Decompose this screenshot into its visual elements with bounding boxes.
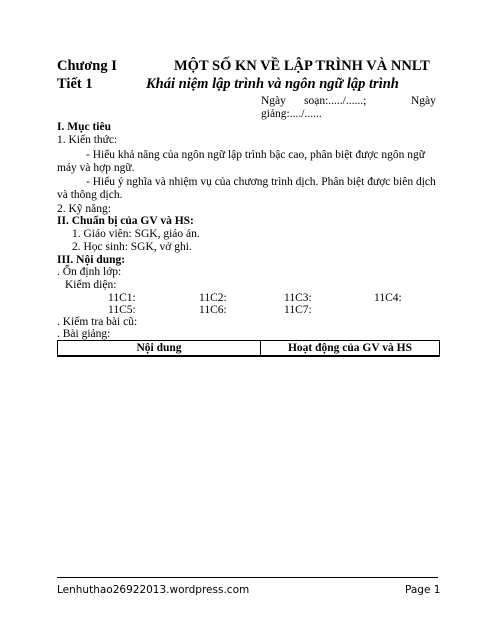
footer-page-number: Page 1 [405, 584, 441, 596]
knowledge-label: 1. Kiến thức: [57, 134, 118, 146]
section-content-heading: III. Nội dung: [57, 254, 126, 266]
class-11c7: 11C7: [284, 304, 312, 316]
stabilize-class-label: . Ổn định lớp: [57, 266, 122, 278]
table-header-content: Nội dung [58, 341, 261, 355]
lesson-label: Tiết 1 [57, 76, 93, 92]
skills-label: 2. Kỹ năng: [57, 203, 111, 215]
knowledge-item-2-line-2: và thông dịch. [57, 189, 123, 201]
knowledge-item-1-line-1: - Hiểu khả năng của ngôn ngữ lập trình bậc cao, phân biệt được ngôn ngữ [86, 149, 426, 161]
date-prepare: soạn:...../......; [304, 95, 367, 107]
date-teach: giảng:..../...... [261, 108, 322, 120]
chapter-title: MỘT SỐ KN VỀ LẬP TRÌNH VÀ NNLT [174, 58, 430, 74]
chapter-label: Chương I [57, 58, 117, 74]
lesson-table-header [57, 340, 440, 357]
class-11c6: 11C6: [199, 304, 227, 316]
knowledge-item-1-line-2: máy và hợp ngữ. [57, 162, 135, 174]
section-objectives-heading: I. Mục tiêu [57, 121, 111, 133]
class-11c1: 11C1: [108, 292, 136, 304]
lesson-title: Khái niệm lập trình và ngôn ngữ lập trình [146, 76, 399, 92]
footer-website: Lenhuthao26922013.wordpress.com [57, 584, 250, 596]
table-header-activities: Hoạt động của GV và HS [287, 342, 413, 354]
class-11c2: 11C2: [199, 292, 227, 304]
knowledge-item-2-line-1: - Hiểu ý nghĩa và nhiệm vụ của chương trình dịch. Phân biệt được biên dịch [86, 176, 436, 188]
prep-item-teacher: 1. Giáo viên: SGK, giáo án. [72, 228, 200, 240]
date-label-prepare: Ngày [261, 95, 286, 107]
date-label-teach: Ngày [411, 95, 436, 107]
class-11c5: 11C5: [108, 304, 136, 316]
class-11c3: 11C3: [284, 292, 312, 304]
check-old-lesson-label: . Kiểm tra bài cũ: [57, 316, 138, 328]
section-preparation-heading: II. Chuẩn bị của GV và HS: [57, 215, 194, 227]
footer-divider [57, 577, 438, 578]
class-11c4: 11C4: [374, 292, 402, 304]
prep-item-student: 2. Học sinh: SGK, vở ghi. [72, 241, 192, 253]
attendance-label: Kiểm diện: [65, 279, 117, 291]
lecture-label: . Bài giảng: [57, 328, 111, 340]
